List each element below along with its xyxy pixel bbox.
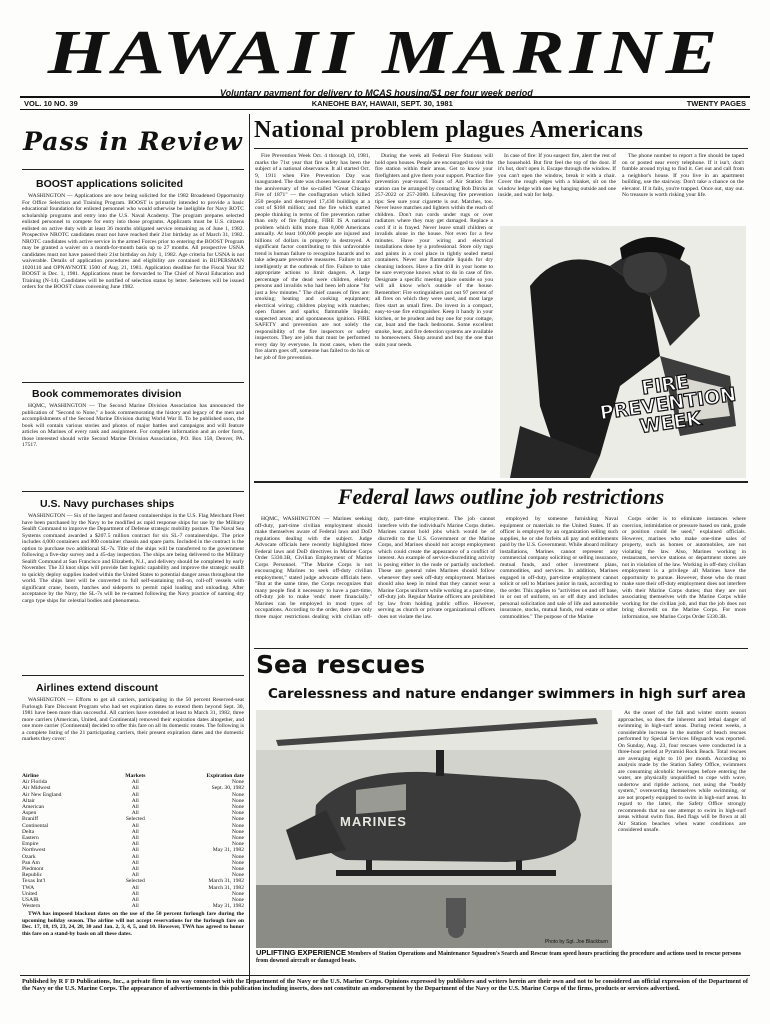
table-cell: Selected — [125, 816, 145, 823]
table-cell: None — [231, 816, 244, 823]
table-cell: All — [131, 822, 139, 829]
federal-story-col4: Corps order is to eliminate instances where coercion, intimidation or pressure based on rank, grade or position could be used," explained officials. However, marines who make one-time sales of property, such as homes or automobiles, are not violating the law. Also, Marines working in restaurants, service stations or department stores are not in violation of the law. Working in off-duty civilian employment is a privilege all Marines have the opportunity to pursue. However, those who do must make sure their off-duty employment does not interfere with their Marine Corps duties; that they are not associating themselves with the Marine Corps while working for the civilian job, and that the job does not bring discredit on the Marine Corps. For more information, see Marine Corps Order 5330.3B. — [622, 516, 746, 620]
table-cell: Air New England — [22, 791, 62, 798]
helicopter-photo — [256, 710, 612, 948]
table-cell: Braniff — [22, 816, 39, 823]
place-date: KANEOHE BAY, HAWAII, SEPT. 30, 1981 — [311, 99, 453, 108]
table-cell: Eastern — [22, 835, 39, 842]
divider — [254, 481, 748, 483]
story-body: HQMC, WASHINGTON — The Second Marine Division Association has announced the publication of "Second to None," a book commemorating the history and legacy of the men and accomplishments of the Second Marine Division during World War II. To be published soon, the book will contain various stories and photos of major battles and campaigns and will feature articles on Marines of every rank and assignment. For complete information and an order form, those interested should write Second Marine Division Association, P.O. Box 158, Denver, PA. 17517. — [22, 403, 244, 448]
story-headline: BOOST applications solicited — [36, 178, 184, 190]
fire-story-col2: During the week all Federal Fire Stations will hold open houses. People are encouraged to visit the fire station within their areas. Get to know your firefighters and give them your support. Practice fire prevention year-round. Tours of Air Station fire station can be arranged by contacting Bob Dircks at 257-2022 or 257-2080. Lifesaving fire prevention tips: See sure your cigarette is out. Matches, too. Never leave matches and lighters within the reach of children. Don't run cords under rugs or over radiators where they may get damaged. Replace a cord if it is frayed. Never leave small children or invalids alone in the house. Not even for a few minutes. Have your wiring and electrical installations done by a professional. Store oily rags and paints in a cool place in tightly sealed metal containers. Never use flammable liquids for dry cleaning indoors. Have a fire drill in your home to be sure everyone knows what to do in case of fire. Designate a specific meeting place outside so you will all know who's outside of the house. Remember: Fire extinguishers put out 97 percent of all fires on which they were used, and most large fires start as small fires. Do invest in a compact, easy-to-use fire extinguisher. Keep it handy in your kitchen, or be prudent and buy one for your cottage, car, boat and the back bedrooms. Some excellent smoke, heat, and fire detection systems are available to homeowners. Shop around and buy the one that suits your needs. — [375, 153, 493, 348]
story-body: WASHINGTON — Six of the largest and fastest containerships in the U.S. Flag Merchant Fleet have been purchased by the Navy to be modified as rapid response ships for use by the Military Sealift Command to improve the Department of Defense strategic mobility posture. The Naval Sea Systems command awarded a $207.5 million contract for six SL-7 containerships. The price includes 4,000 containers and 800 container chassis and spare parts. Included in the contract is the option to purchase two additional SL-7s. Title of the ships will be transferred to the government following a five-day survey and a 45-day inspection. The ships are being delivered to the Military Sealift Command at San Francisco and Elizabeth, N.J., and delivery should be completed by early November. The 33 knot ships will provide fast logistic capability and improve the strategic sealift to quickly deploy supplies loaded within the United States to potential danger areas throughout the world. The ships later will be converted to full self-sustaining roll-on, roll-off vessels with significant crane, boom, hatches and sideports to permit rapid loading and unloading. After acceptance by the Navy, the SL-7s will be re-named following the Navy practice of naming dry cargo type ships for celestial bodies and phenomena. — [22, 513, 244, 604]
table-cell: All — [131, 859, 139, 866]
table-cell: Selected — [125, 878, 145, 885]
fire-story-col1: Fire Prevention Week Oct. 4 through 10, 1981, marks the 71st year that fire safety has been the subject of a national observance. It all started Oct. 9, 1911 when Fire Prevention Day was inaugurated. The date was chosen because it marks the anniversary of the so-called "Great Chicago Fire of 1871" — the conflagration which killed 250 people and destroyed 17,430 buildings at a cost of $168 million; and the fire which started people thinking in terms of fire prevention rather than only of fire fighting. FIRE IS A national problem which kills more than 8,000 Americans annually. At least 100,000 people are injured and billions of dollars in property is destroyed. A significant factor contributing to this unfavorable trend is human failure to recognize hazards and to take adequate preventive measures. Failure to act intelligently at the outbreak of fire. Failure to take appropriate actions to limit dangers. A large percentage of the dead were children, elderly persons and invalids who had been left alone "for just a few minutes." The chief causes of fires are: smoking; heating and cooking equipment; electrical wiring; children playing with matches; open flames and sparks; flammable liquids; suspected arson; and spontaneous ignition. FIRE SAFETY and prevention are not solely the responsibility of the fire inspectors or safety inspectors. They are jobs that must be performed every day by everyone. In most cases, when the fire alarm goes off, someone has failed to do his or her job of fire prevention. — [255, 153, 370, 361]
publisher-disclaimer: Published by R F D Publications, Inc., a private firm in no way connected with the Department of the Navy or the U.S. Marine Corps. Opinions expressed by publishers and writers herein are their own and not to be considered an official expression of the Department of the Navy or the U.S. Marine Corps. The appearance of advertisements in this publication including inserts, does not constitute an endorsement by the Department of the Navy or the U.S. Marine Corps of the firms, products or services advertised. — [22, 978, 748, 993]
table-cell: All — [131, 785, 139, 792]
table-cell: Empire — [22, 841, 39, 848]
table-cell: All — [131, 804, 139, 811]
story-book — [22, 388, 244, 477]
table-cell: Pan Am — [22, 859, 40, 866]
helicopter-illustration — [256, 710, 612, 948]
sea-story-body: As the onset of the fall and winter storm season approaches, so does the inherent and lethal danger of swimming in high-surf areas. During recent weeks, a considerable increase in the number of beach rescues performed by Special Services lifeguards was reported. On Sunday, Aug. 23, four rescues were conducted in a three-hour period at Pyramid Rock Beach. Total rescues are averaging eight to 10 per month. According to analysis made by the Station Safety Office, swimmers are consuming alcoholic beverages before entering the water, are physically unqualified to cope with wave, undertow and riptide actions, not using the "buddy system," overexerting themselves while swimming, or are not properly equipped to swim in high-surf areas. In regard to the latter, the Safety Office strongly recommends that no one attempt to swim in high-surf areas without swim fins. Red flags will be flown at all Air Station beaches when water conditions are considered unsafe. — [618, 710, 746, 833]
photo-caption — [256, 950, 746, 972]
divider — [22, 675, 244, 676]
table-cell: Air Florida — [22, 779, 48, 786]
table-cell: All — [131, 897, 139, 904]
table-cell: American — [22, 804, 45, 811]
table-cell: All — [131, 835, 139, 842]
table-cell: TWA — [22, 884, 35, 891]
pass-in-review-header — [22, 114, 244, 170]
table-cell: Aspen — [22, 810, 37, 817]
story-body: WASHINGTON — Applications are now being solicited for the 1982 Broadened Opportunity For Office Selection and Training Program. BOOST is primarily intended to provide a basic educational foundation for enlisted personnel who would otherwise be ineligible for Navy ROTC scholarship programs and entry into the U.S. Naval Academy. The program prepares selected enlisted personnel to compete for entry into those programs. Applicants must be U.S. citizens enlisted on active duty with at least 36 months obligated service remaining as of June 1, 1982. Prospective NROTC candidates must not have reached their 21st birthday as of March 31, 1982. NROTC candidates with active service in the armed Forces prior to entering the BOOST Program may be granted a waiver on a month-for-month basis up to 27 months. All prospective USNA candidates must not have passed their 21st birthday on July 1, 1982. Age criteria for USNA is not waiverable. Details of application procedures and eligibility are contained in BUPERSMAN 1020110 and OPNAVNOTE 1500 of Aug. 21, 1981. Application deadline for the Fiscal Year 82 BOOST is Dec. 1, 1981. Applications must be forwarded to The Chief of Naval Education and Training (N-14). Candidates will be notified of selection status by letter. Selectees will be issued orders for the BOOST class convening June 1982. — [22, 193, 244, 290]
dateline — [20, 96, 750, 110]
sea-subhead: Carelessness and nature endanger swimmers in high surf area — [268, 686, 746, 702]
table-cell: None — [231, 872, 244, 879]
table-cell: All — [131, 903, 139, 910]
table-cell: None — [231, 859, 244, 866]
table-cell: All — [131, 797, 139, 804]
sea-headline: Sea rescues — [256, 650, 426, 679]
fire-story-col3: In case of fire: If you suspect fire, alert the rest of the household. But first feel the top of the door. If it's hot, don't open it. Escape through the window. If you can't open the window, break it with a chair. Cover the rough edges with a blanket, sit on the window ledge with one leg hanging outside and one inside, and wait for help. — [498, 153, 616, 198]
table-cell: None — [231, 853, 244, 860]
story-navy-ships — [22, 498, 244, 653]
table-cell: Altair — [22, 797, 36, 804]
table-cell: None — [231, 797, 244, 804]
table-header-cell: Markets — [125, 773, 146, 779]
story-airlines — [22, 682, 244, 957]
table-cell: All — [131, 810, 139, 817]
table-cell: None — [231, 835, 244, 842]
story-boost — [22, 178, 244, 378]
table-cell: USAIR — [22, 897, 39, 904]
table-cell: All — [131, 847, 139, 854]
fire-prevention-photo — [500, 226, 746, 478]
table-cell: None — [231, 810, 244, 817]
table-cell: March 31, 1982 — [208, 884, 244, 891]
table-cell: None — [231, 841, 244, 848]
table-cell: March 31, 1982 — [208, 878, 244, 885]
firefighter-illustration — [500, 226, 746, 478]
table-cell: Air Midwest — [22, 785, 51, 792]
table-cell: Republic — [22, 872, 43, 879]
photo-credit: Photo by Sgt. Joe Blackburn — [544, 939, 608, 945]
federal-story-body: HQMC, WASHINGTON — Marines seeking off-duty, part-time civilian employment should make themselves aware of Federal laws and DoD regulations dealing with the subject. Judge Advocate officials here recently highlighted three Federal laws and DoD directives in Marine Corps Order 5330.3B, Civilian Employment of Marine Corps Personnel. "The Marine Corps is not encouraging Marines to seek off-duty civilian employment," stated judge advocate officials here. "But at the same time, the Corps recognizes that many people find it necessary to have a part-time, off-duty job to make 'ends' meet financially." Marines can be employed in most types of occupations. According to the order, there are only three major restrictions dealing with civilian off-duty, part-time employment. The job cannot interfere with the individual's Marine Corps duties. Marines cannot hold jobs which would be of discredit to the U.S. Government or the Marine Corps, and Marines should not accept employment which could create the appearance of a conflict of interest. An example of service-discrediting activity is posing either in the nude or partially unclothed. These are general rules Marines should follow whenever they seek off-duty employment. Marines should also keep in mind that they cannot wear a Marine Corps uniform while working at a part-time, off-duty job. Regular Marine officers are prohibited by law from holding public office. However, serving as church or private organizational officers does not violate the law. — [255, 516, 495, 620]
divider — [22, 491, 244, 492]
story-headline: U.S. Navy purchases ships — [40, 498, 175, 510]
table-cell: None — [231, 828, 244, 835]
federal-story-col3: employed by someone furnishing Naval equipment or materials to the United States. If an officer is employed by an organization selling such supplies, he or she forfeits all pay and entitlements paid by the U.S. Government. While aboard military installations, Marines cannot represent any commercial company soliciting or selling insurance, mutual funds, and other investment plans, commodities, and services. In addition, Marines engaged in off-duty, part-time employment cannot solicit or sell to Marines junior in rank, according to the order. This applies to "activities on and off base, in or out of uniform, on or off duty and includes personal solicitation and sale of life and automobile insurance, stocks, mutual funds, real estate or other commodities." The purpose of the Marine — [500, 516, 618, 620]
table-cell: None — [231, 890, 244, 897]
table-cell: Delta — [22, 828, 35, 835]
airlines-footer-note: TWA has imposed blackout dates on the use of the 50 percent furlough fare during the upcoming holiday season. The airline will not accept reservations for the furlough fare on Dec. 17, 18, 19, 23, 24, 28, 30 and Jan. 2, 3, 4, 5, and 10. However, TWA has agreed to honor this fare on a stand-by basis on all these dates. — [22, 911, 244, 937]
table-cell: Piedmont — [22, 866, 44, 873]
divider — [254, 148, 748, 149]
masthead-tagline: Voluntary payment for delivery to MCAS housing/$1 per four week period — [220, 88, 533, 98]
table-cell: None — [231, 897, 244, 904]
table-header-cell: Airline — [22, 773, 39, 779]
fire-headline-box — [254, 116, 748, 146]
federal-headline-box — [254, 484, 748, 512]
table-cell: May 31, 1982 — [212, 847, 244, 854]
divider — [22, 382, 244, 383]
table-cell: All — [131, 872, 139, 879]
table-cell: All — [131, 884, 139, 891]
fire-story-col4: The phone number to report a fire should be taped on or posted near every telephone. If it isn't, don't fumble around trying to find it. Get out and call from a neighbor's house. If you live in an apartment building, use the stairway. Don't take a chance on the elevator. If it fails, you're trapped. Once out, stay out. No treasure is worth risking your life. — [622, 153, 744, 198]
table-cell: All — [131, 779, 139, 786]
table-cell: All — [131, 853, 139, 860]
fire-headline: National problem plagues Americans — [254, 117, 644, 143]
table-cell: May 31, 1982 — [212, 903, 244, 910]
table-cell: Continental — [22, 822, 49, 829]
photo-caption-title: UPLIFTING EXPERIENCE — [256, 948, 347, 957]
divider — [20, 975, 750, 976]
table-cell: All — [131, 866, 139, 873]
pass-in-review-title: Pass in Review — [23, 127, 243, 156]
table-row — [22, 903, 244, 909]
pass-in-review-column — [22, 114, 244, 1014]
story-headline: Airlines extend discount — [36, 682, 158, 694]
fire-prevention-week-label: FIRE PREVENTION WEEK — [598, 370, 738, 439]
page-count: TWENTY PAGES — [686, 99, 746, 108]
helicopter-marines-label: MARINES — [340, 814, 407, 829]
table-cell: Ozark — [22, 853, 36, 860]
divider — [254, 648, 748, 649]
photo-caption-text: Members of Station Operations and Maintenance Squadron's Search and Rescue team speed hours practicing the procedure and actions used to rescue persons from downed aircraft or damaged boats. — [256, 951, 741, 964]
table-cell: Sept. 30, 1982 — [211, 785, 244, 792]
table-header-cell: Expiration date — [206, 773, 244, 779]
table-cell: None — [231, 822, 244, 829]
table-cell: None — [231, 779, 244, 786]
federal-headline: Federal laws outline job restrictions — [337, 484, 665, 509]
table-cell: All — [131, 841, 139, 848]
airlines-table — [22, 773, 244, 909]
table-cell: None — [231, 804, 244, 811]
table-cell: Texas Int'l — [22, 878, 46, 885]
table-cell: All — [131, 791, 139, 798]
column-rule — [249, 114, 250, 984]
table-cell: None — [231, 791, 244, 798]
sea-headline-box — [256, 650, 556, 684]
story-body: WASHINGTON — Efforts to get all carriers, participating in the 50 percent Reserved-seat Furlough Fare Discount Program who had set expiration dates to extend them beyond Sept. 30, 1981 have been more than successful. All carriers have extended at least to March 31, 1982, three more carriers (American, United, and Continental) removed their expiration dates altogether, and one more carrier (Continental) decided to offer this fare on all its domestic routes. The following is a complete listing of the 21 participating carriers, their present expiration dates and the domestic markets they cover: — [22, 697, 244, 742]
sea-subhead-box — [268, 686, 748, 706]
table-cell: Western — [22, 903, 41, 910]
table-cell: All — [131, 890, 139, 897]
table-cell: Northwest — [22, 847, 46, 854]
table-cell: None — [231, 866, 244, 873]
table-cell: All — [131, 828, 139, 835]
volume-number: VOL. 10 NO. 39 — [24, 99, 78, 108]
table-cell: United — [22, 890, 38, 897]
story-headline: Book commemorates division — [32, 388, 182, 400]
masthead-title: HAWAII MARINE — [47, 19, 723, 87]
